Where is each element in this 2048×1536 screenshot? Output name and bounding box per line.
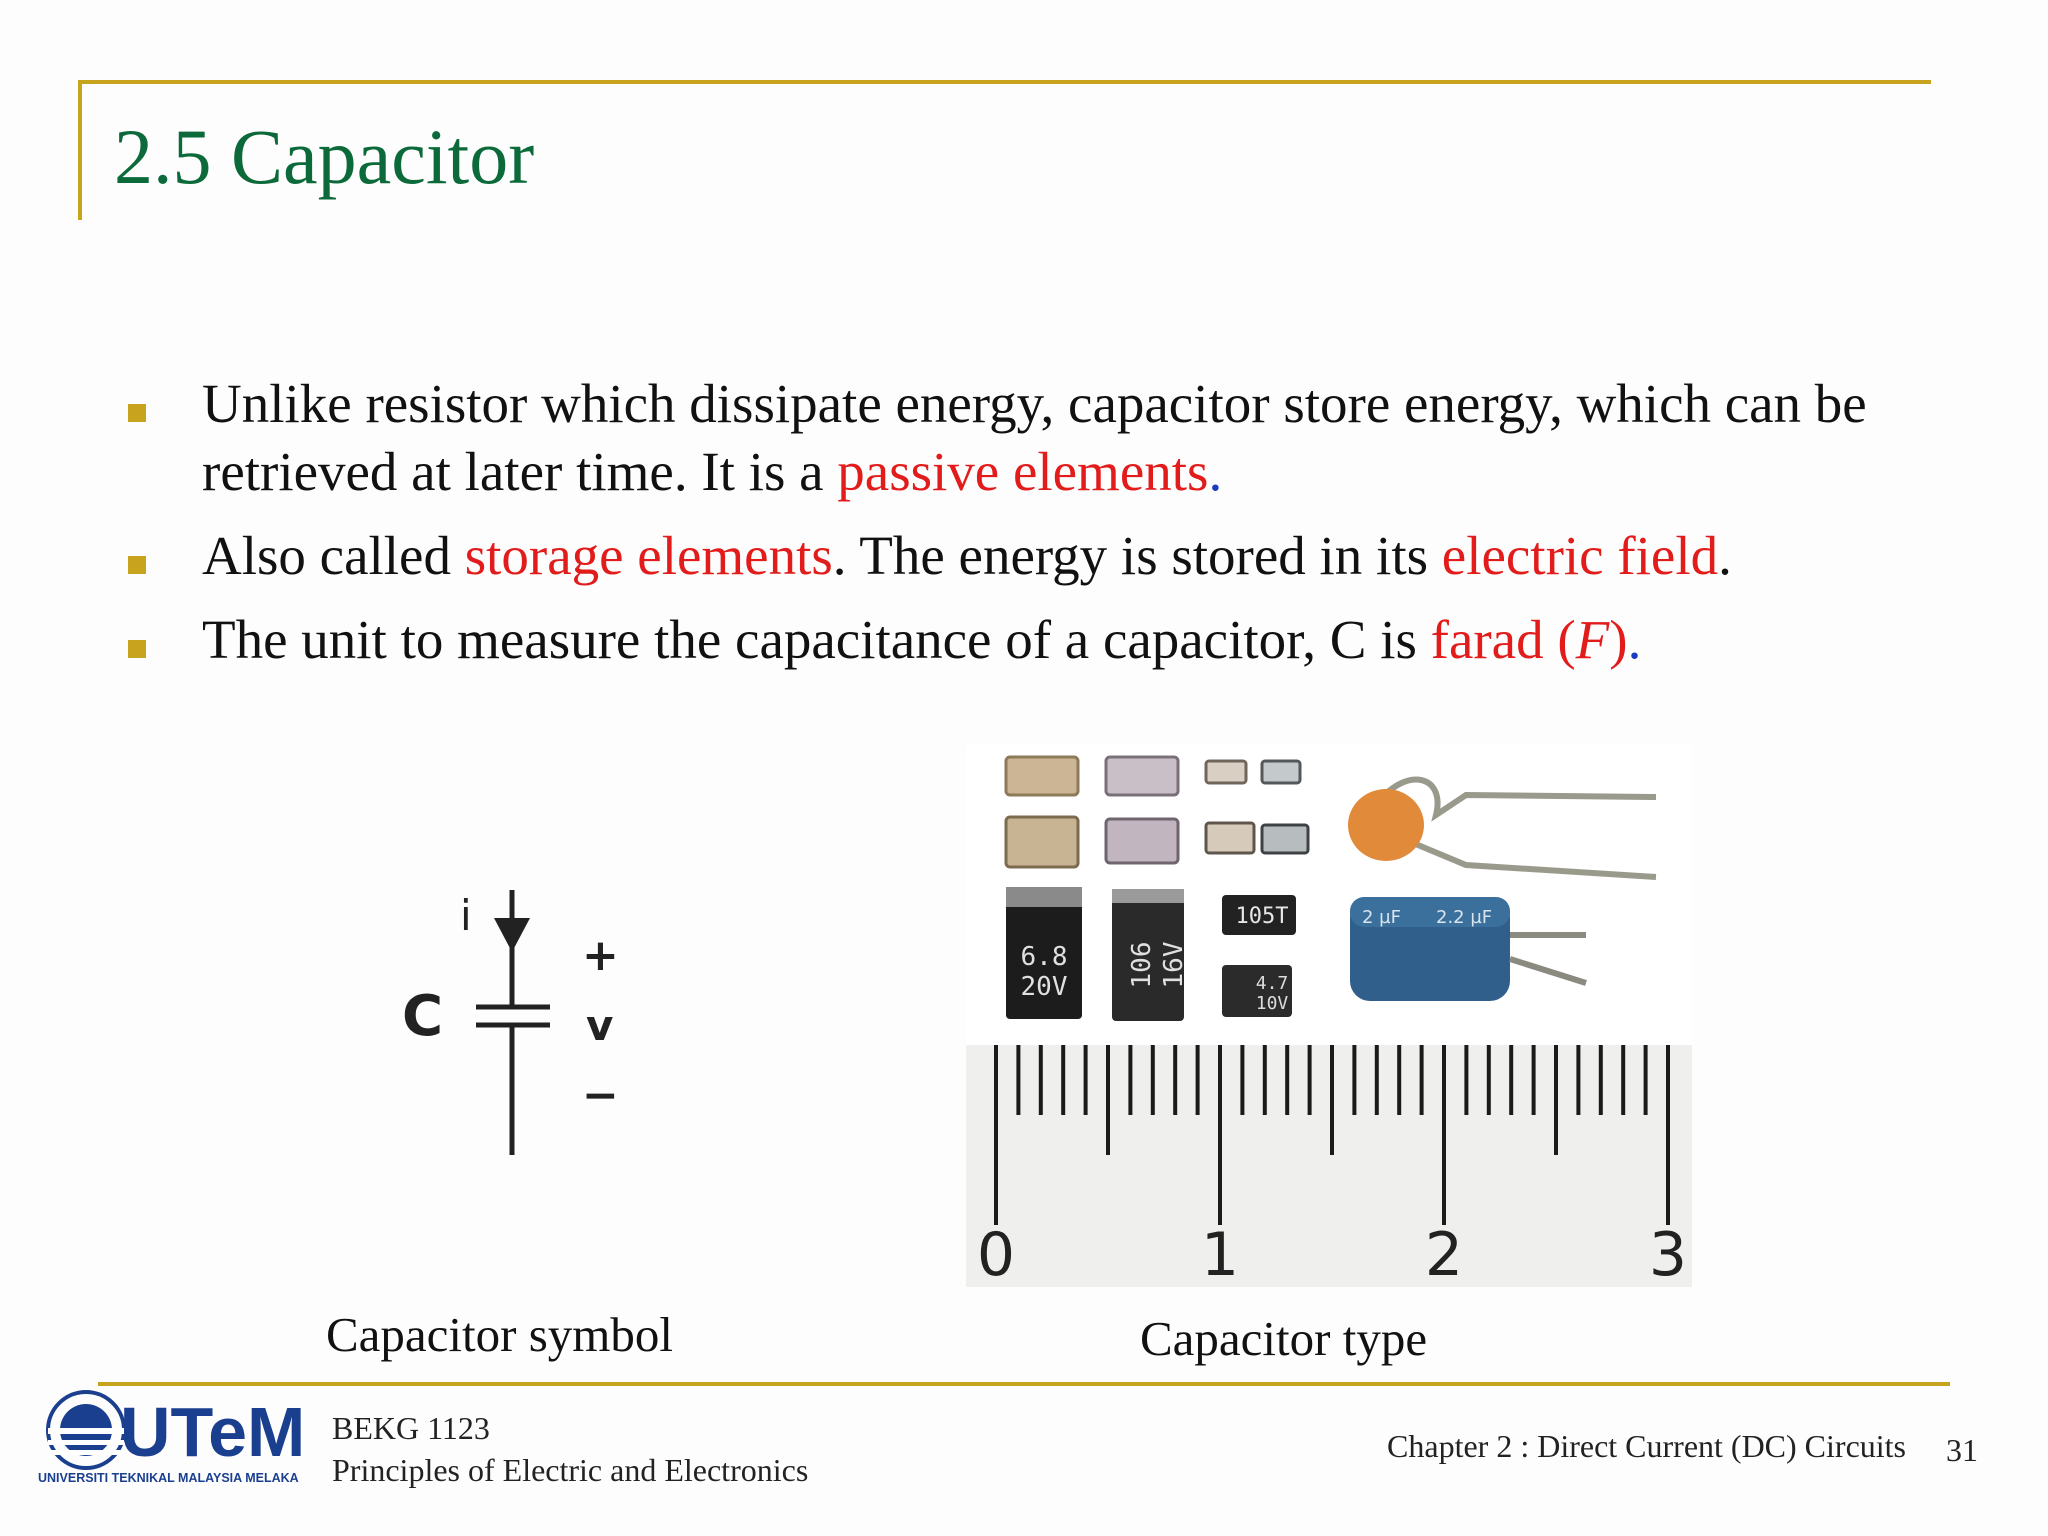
course-code: BEKG 1123 bbox=[332, 1410, 490, 1446]
svg-text:106: 106 bbox=[1127, 941, 1157, 989]
svg-text:2 µF: 2 µF bbox=[1362, 907, 1401, 928]
title-top-rule bbox=[78, 80, 1931, 84]
voltage-label: v bbox=[586, 1001, 614, 1050]
bullet-text-segment: farad ( bbox=[1430, 609, 1576, 670]
chapter-title: Chapter 2 : Direct Current (DC) Circuits bbox=[1387, 1428, 1906, 1464]
logo-subtext: UNIVERSITI TEKNIKAL MALAYSIA MELAKA bbox=[38, 1471, 299, 1485]
logo-text: UTeM bbox=[120, 1393, 306, 1471]
slide-title: 2.5 Capacitor bbox=[114, 113, 535, 200]
bullet-text-segment: F bbox=[1575, 609, 1610, 670]
svg-text:16V: 16V bbox=[1159, 941, 1189, 989]
bullet-item bbox=[120, 522, 1940, 590]
bullet-list bbox=[120, 370, 1940, 690]
bullet-square-icon bbox=[128, 640, 146, 658]
ruler-number: 1 bbox=[1200, 1220, 1240, 1287]
bullet-text-segment: Unlike resistor which dissipate energy, capacitor store energy, which can be retrieved at later time. It is a bbox=[202, 373, 1867, 502]
bullet-square-icon bbox=[128, 556, 146, 574]
caption-capacitor-type: Capacitor type bbox=[1140, 1311, 1428, 1366]
bullet-square-icon bbox=[128, 404, 146, 422]
minus-sign: − bbox=[582, 1070, 619, 1121]
bullet-text-segment: passive elements bbox=[837, 441, 1209, 502]
svg-text:105T: 105T bbox=[1235, 904, 1289, 929]
plus-sign: + bbox=[582, 930, 619, 981]
svg-text:6.8: 6.8 bbox=[1020, 942, 1068, 972]
current-arrow-icon bbox=[494, 918, 530, 952]
bullet-text-segment: storage elements bbox=[464, 525, 833, 586]
bullet-text-segment: . bbox=[1627, 609, 1642, 670]
course-name: Principles of Electric and Electronics bbox=[332, 1452, 809, 1488]
bullet-text-segment: . bbox=[1208, 441, 1223, 502]
svg-text:10V: 10V bbox=[1255, 993, 1289, 1014]
bullet-text bbox=[202, 609, 1641, 670]
bullet-text-segment: . bbox=[1718, 525, 1732, 586]
bullet-text-segment: ) bbox=[1609, 609, 1628, 670]
page-number: 31 bbox=[1946, 1432, 1978, 1468]
capacitor-types-photo bbox=[966, 745, 1692, 1287]
svg-text:20V: 20V bbox=[1020, 972, 1068, 1002]
ruler-number: 2 bbox=[1424, 1220, 1464, 1287]
ruler-number: 3 bbox=[1648, 1220, 1688, 1287]
bullet-text bbox=[202, 373, 1867, 502]
svg-text:2.2 µF: 2.2 µF bbox=[1436, 907, 1493, 928]
utem-logo bbox=[36, 1378, 316, 1490]
capacitor-symbol-diagram bbox=[380, 860, 680, 1180]
current-label: i bbox=[460, 891, 472, 940]
bullet-text-segment: electric field bbox=[1441, 525, 1719, 586]
bullet-text-segment: Also called bbox=[202, 525, 465, 586]
bullet-text-segment: The unit to measure the capacitance of a capacitor, C is bbox=[202, 609, 1431, 670]
capacitance-label: C bbox=[402, 984, 444, 1049]
caption-capacitor-symbol: Capacitor symbol bbox=[326, 1307, 674, 1362]
title-left-rule bbox=[78, 80, 82, 220]
bullet-text-segment: . The energy is stored in its bbox=[832, 525, 1442, 586]
bullet-item bbox=[120, 606, 1940, 674]
svg-text:4.7: 4.7 bbox=[1255, 973, 1289, 994]
bullet-item bbox=[120, 370, 1940, 506]
ruler bbox=[966, 1045, 1692, 1287]
footer-rule bbox=[98, 1382, 1950, 1386]
bullet-text bbox=[202, 525, 1732, 586]
ruler-number: 0 bbox=[976, 1220, 1016, 1287]
